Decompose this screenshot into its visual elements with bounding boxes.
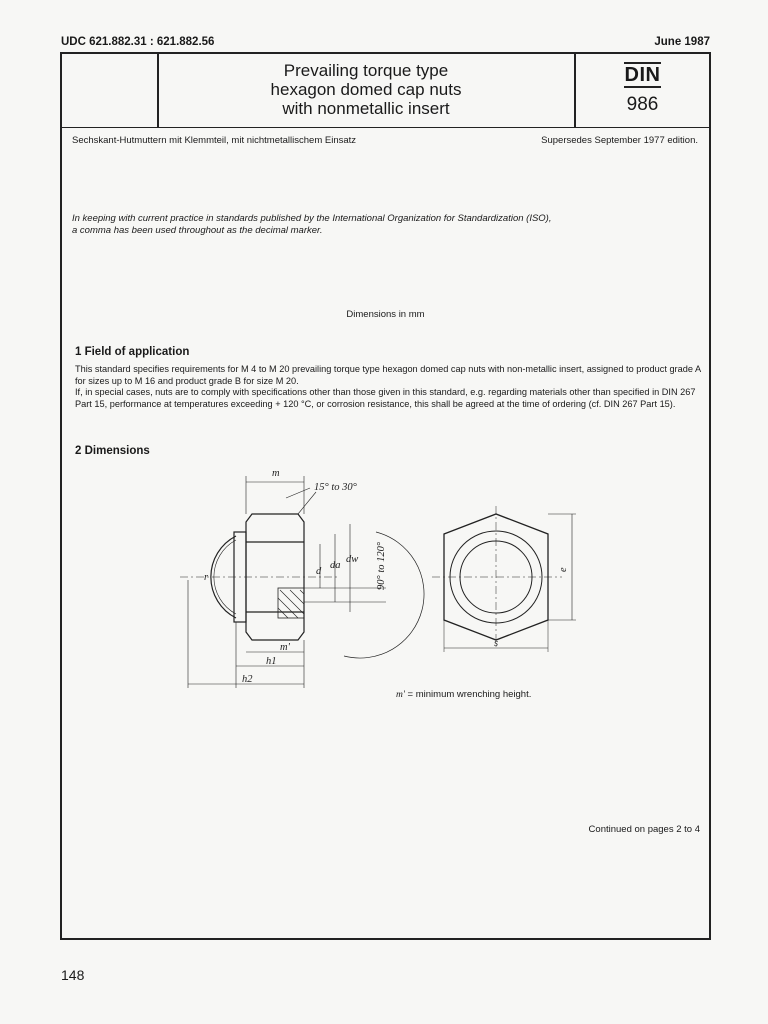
supersedes-note: Supersedes September 1977 edition. bbox=[541, 135, 698, 146]
iso-note-line-1: In keeping with current practice in standards published by the International Organization for Standardization (ISO), bbox=[72, 213, 552, 224]
iso-decimal-note bbox=[72, 213, 702, 237]
label-d: d bbox=[316, 566, 322, 577]
caption-text: = minimum wrenching height. bbox=[404, 689, 532, 700]
label-e: e bbox=[558, 567, 569, 572]
page-number: 148 bbox=[61, 967, 85, 983]
section-heading-field-of-application: 1 Field of application bbox=[75, 346, 190, 358]
label-r: r bbox=[204, 572, 209, 583]
label-h1: h1 bbox=[266, 656, 277, 667]
label-h2: h2 bbox=[242, 674, 253, 685]
din-logo bbox=[576, 64, 709, 87]
section-heading-dimensions: 2 Dimensions bbox=[75, 445, 150, 457]
din-logo-text: DIN bbox=[624, 64, 661, 86]
nut-technical-drawing bbox=[180, 462, 600, 692]
label-angle-90-120: 90° to 120° bbox=[376, 541, 387, 590]
continued-note: Continued on pages 2 to 4 bbox=[588, 824, 700, 835]
section1-body bbox=[75, 364, 703, 410]
dimensions-note: Dimensions in mm bbox=[346, 309, 425, 320]
document-title bbox=[159, 61, 573, 118]
publication-date: June 1987 bbox=[654, 36, 710, 48]
label-da: da bbox=[330, 560, 341, 571]
label-dw: dw bbox=[346, 554, 359, 565]
din-number: 986 bbox=[626, 94, 659, 115]
label-m: m bbox=[272, 468, 280, 479]
udc-number: UDC 621.882.31 : 621.882.56 bbox=[61, 36, 215, 48]
label-angle: 15° to 30° bbox=[314, 482, 357, 493]
figure-caption bbox=[396, 689, 531, 700]
german-title: Sechskant-Hutmuttern mit Klemmteil, mit nichtmetallischem Einsatz bbox=[72, 135, 357, 146]
label-s: s bbox=[494, 638, 499, 649]
title-line-3: with nonmetallic insert bbox=[282, 99, 450, 118]
label-mprime: m' bbox=[280, 642, 290, 653]
title-line-2: hexagon domed cap nuts bbox=[270, 80, 462, 99]
caption-symbol: m' bbox=[396, 690, 405, 700]
section1-paragraph-2: If, in special cases, nuts are to comply with specifications other than those given in this standard, e.g. regarding materials other than specified in DIN 267 Part 15, performance at temperatures exceeding + 120 °C, or corrosion resistance, this shall be agreed at the time of ordering (cf. DIN 267 Part 15). bbox=[75, 387, 696, 409]
insert-section bbox=[278, 588, 304, 618]
title-line-1: Prevailing torque type bbox=[283, 61, 449, 80]
iso-note-line-2: a comma has been used throughout as the decimal marker. bbox=[72, 225, 323, 236]
section1-paragraph-1: This standard specifies requirements for M 4 to M 20 prevailing torque type hexagon domed cap nuts with non-metallic insert, assigned to product grade A for sizes up to M 16 and product grade B for size M 20. bbox=[75, 364, 701, 386]
